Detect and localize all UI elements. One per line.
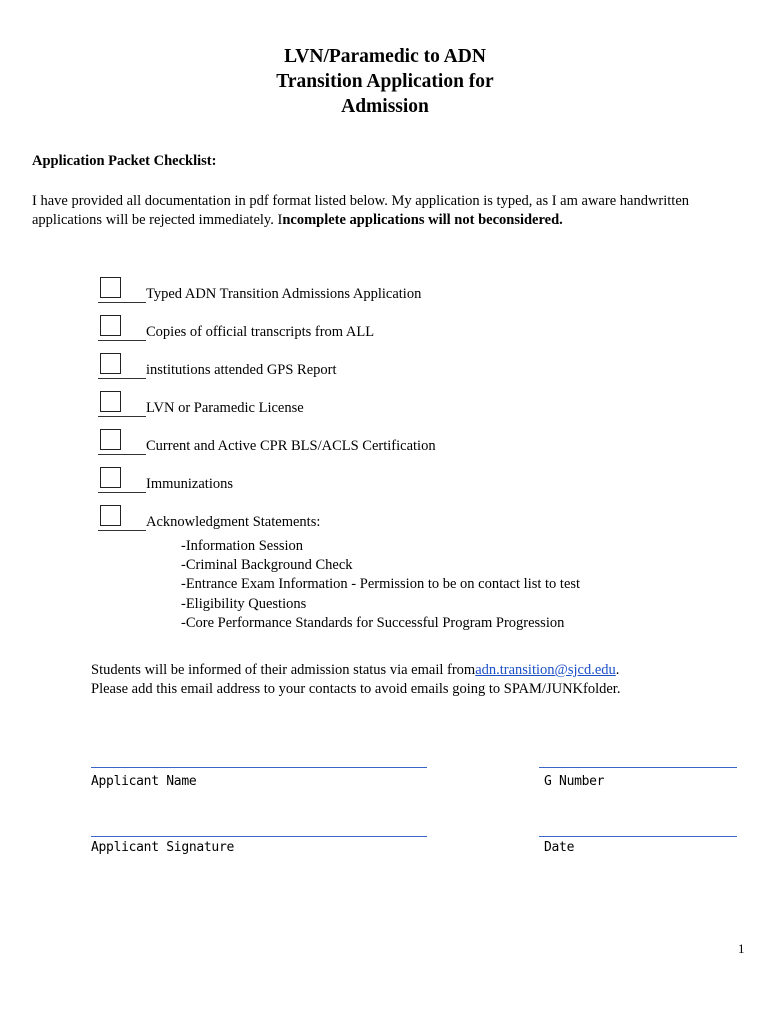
checkbox[interactable] [100, 391, 121, 412]
acknowledgment-item: -Eligibility Questions [181, 595, 307, 612]
intro-paragraph [32, 192, 742, 230]
g-number-line[interactable] [539, 767, 737, 768]
notice-line-1 [91, 661, 751, 680]
checklist-item [98, 505, 698, 531]
checkbox-underline [98, 492, 146, 493]
checklist-item-label: Typed ADN Transition Admissions Application [146, 286, 422, 302]
applicant-name-line[interactable] [91, 767, 427, 768]
checkbox-underline [98, 340, 146, 341]
date-label: Date [544, 840, 575, 855]
checklist-heading: Application Packet Checklist: [32, 153, 217, 169]
checkbox[interactable] [100, 429, 121, 450]
checklist-item-label: Immunizations [146, 476, 233, 492]
notice-period: . [615, 662, 620, 678]
checkbox-underline [98, 530, 146, 531]
notice-line-2: Please add this email address to your contacts to avoid emails going to SPAM/JUNKfolder. [91, 681, 621, 697]
intro-text: I have provided all documentation in pdf format listed below. My application is typed, as I am aware handwritten applications will be rejected immediately. I [32, 193, 690, 228]
applicant-signature-label: Applicant Signature [91, 840, 235, 855]
acknowledgment-list [181, 537, 580, 633]
g-number-label: G Number [544, 774, 605, 789]
checklist-item [98, 429, 698, 455]
checklist-item [98, 315, 698, 341]
title-line-3: Admission [341, 96, 429, 117]
applicant-name-label: Applicant Name [91, 774, 197, 789]
notice-text: Students will be informed of their admission status via email from [91, 662, 476, 678]
checkbox-underline [98, 378, 146, 379]
checklist-item-label: Acknowledgment Statements: [146, 514, 321, 530]
checkbox[interactable] [100, 277, 121, 298]
checklist-item [98, 391, 698, 417]
checklist-item [98, 353, 698, 379]
date-line[interactable] [539, 836, 737, 837]
intro-bold-text: ncomplete applications will not beconsidered. [282, 212, 563, 228]
checkbox[interactable] [100, 505, 121, 526]
checklist-item-label: Copies of official transcripts from ALL [146, 324, 375, 340]
checklist-item-label: institutions attended GPS Report [146, 362, 337, 378]
checkbox[interactable] [100, 315, 121, 336]
checklist-item-label: Current and Active CPR BLS/ACLS Certification [146, 438, 436, 454]
email-link[interactable]: adn.transition@sjcd.edu [475, 662, 616, 678]
acknowledgment-item: -Entrance Exam Information - Permission to be on contact list to test [181, 576, 581, 593]
checkbox[interactable] [100, 467, 121, 488]
checkbox-underline [98, 302, 146, 303]
checkbox-underline [98, 416, 146, 417]
checkbox[interactable] [100, 353, 121, 374]
document-title [0, 44, 770, 119]
acknowledgment-item: -Information Session [181, 538, 304, 554]
applicant-signature-line[interactable] [91, 836, 427, 837]
admission-notice [91, 661, 751, 699]
page-number: 1 [738, 941, 745, 956]
title-line-1: LVN/Paramedic to ADN [284, 46, 486, 67]
title-line-2: Transition Application for [276, 71, 494, 92]
checklist-item [98, 277, 698, 303]
checklist-item-label: LVN or Paramedic License [146, 400, 304, 416]
checkbox-underline [98, 454, 146, 455]
checklist-item [98, 467, 698, 493]
acknowledgment-item: -Core Performance Standards for Successful Program Progression [181, 614, 565, 631]
acknowledgment-item: -Criminal Background Check [181, 557, 353, 574]
